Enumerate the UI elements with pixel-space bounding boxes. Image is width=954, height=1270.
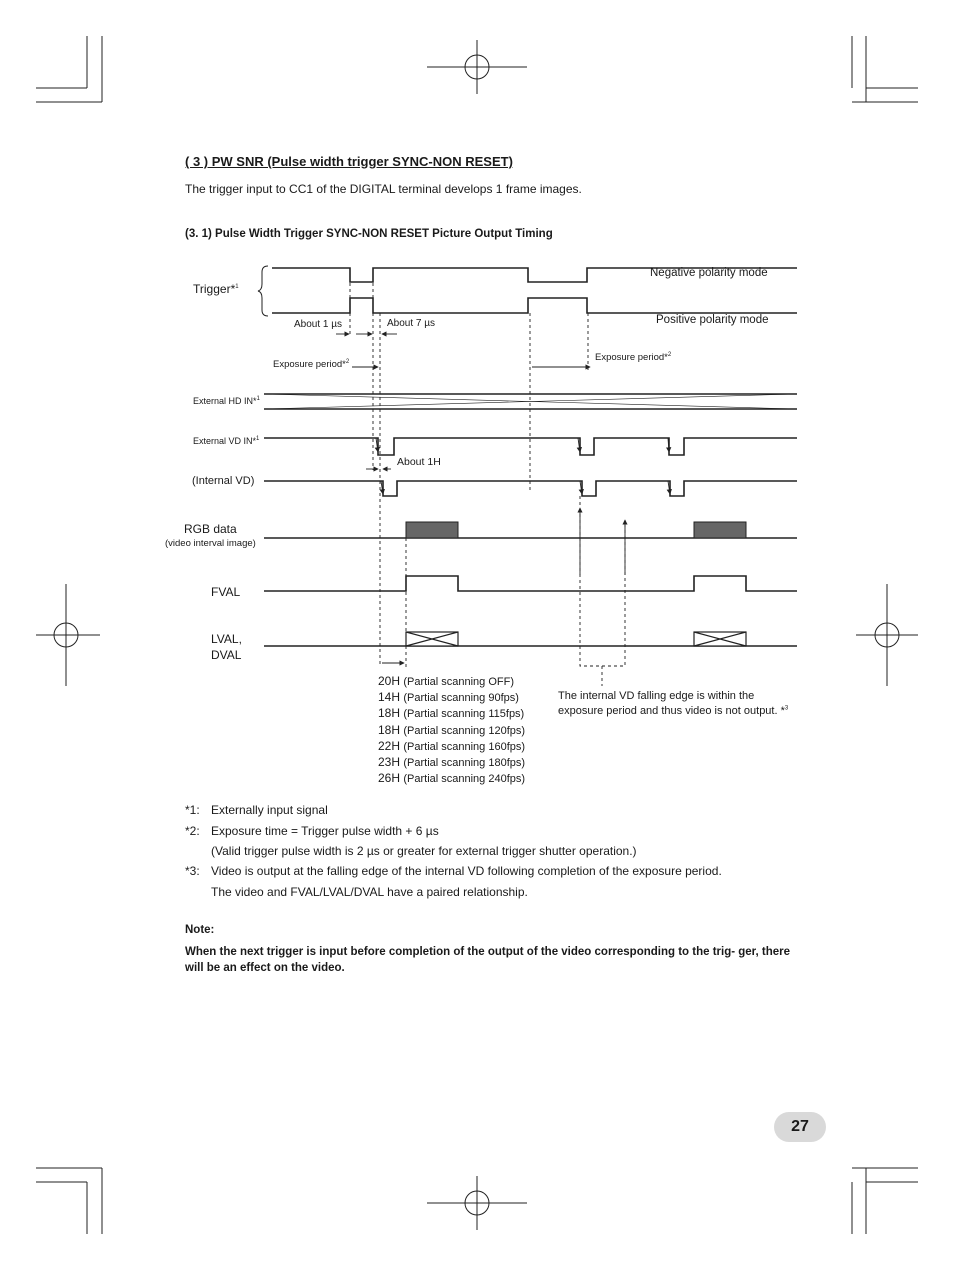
scan-line-item: 22H (Partial scanning 160fps) [378,738,526,753]
internal-vd-label: (Internal VD) [192,475,255,487]
note-body: When the next trigger is input before completion of the output of the video corresponding to the trig- ger, there will be an effect on the video. [185,946,791,974]
lval-label: LVAL, [211,632,242,646]
footnote: *3: Video is output at the falling edge of the internal VD following completion of the exposure period. [185,864,722,878]
footnote: *1: Externally input signal [185,803,328,817]
rgb-data-block [694,522,746,538]
fval-waveform [264,576,797,591]
negative-polarity-label: Negative polarity mode [650,267,768,279]
about-1us-label: About 1 µs [294,319,343,330]
scan-line-item: 26H (Partial scanning 240fps) [378,771,526,786]
exposure-period-label-2: Exposure period*$^2$ [595,351,672,363]
footnote: *2: Exposure time = Trigger pulse width + 6 µs [185,824,439,838]
external-vd-label: External VD IN*$^1$ [193,436,260,446]
scan-lines-list [378,674,525,787]
footnote: The video and FVAL/LVAL/DVAL have a paired relationship. [211,885,528,899]
trigger-positive-waveform [272,298,797,313]
scan-line-item: 23H (Partial scanning 180fps) [378,755,526,770]
dval-label: DVAL [211,648,242,662]
footnote: (Valid trigger pulse width is 2 µs or greater for external trigger shutter operation.) [211,844,637,858]
internal-vd-note: The internal VD falling edge is within the exposure period and thus video is not output. *$^3$ [558,690,789,717]
external-vd-waveform [264,438,797,455]
rgb-data-block [406,522,458,538]
fval-label: FVAL [211,585,241,599]
exposure-period-label: Exposure period*$^2$ [273,358,350,370]
scan-line-item: 14H (Partial scanning 90fps) [378,690,519,705]
rgb-data-label: RGB data [184,522,237,536]
subsection-title: (3. 1) Pulse Width Trigger SYNC-NON RESET Picture Output Timing [185,228,553,240]
note-heading: Note: [185,924,215,936]
trigger-label: Trigger*$^1$ [193,282,239,296]
scan-line-item: 18H (Partial scanning 120fps) [378,722,526,737]
external-hd-waveform [264,394,797,409]
intro-text: The trigger input to CC1 of the DIGITAL terminal develops 1 frame images. [185,182,582,196]
rgb-data-sublabel: (video interval image) [165,538,256,549]
about-7us-label: About 7 µs [387,318,436,329]
section-title: ( 3 ) PW SNR (Pulse width trigger SYNC-NON RESET) [185,154,513,169]
page-number: 27 [774,1112,826,1142]
scan-line-item: 18H (Partial scanning 115fps) [378,706,525,721]
internal-vd-waveform [264,481,797,496]
about-1h-label: About 1H [397,456,441,468]
scan-line-item: 20H (Partial scanning OFF) [378,674,515,688]
positive-polarity-label: Positive polarity mode [656,314,769,326]
external-hd-label: External HD IN*$^1$ [193,396,260,406]
